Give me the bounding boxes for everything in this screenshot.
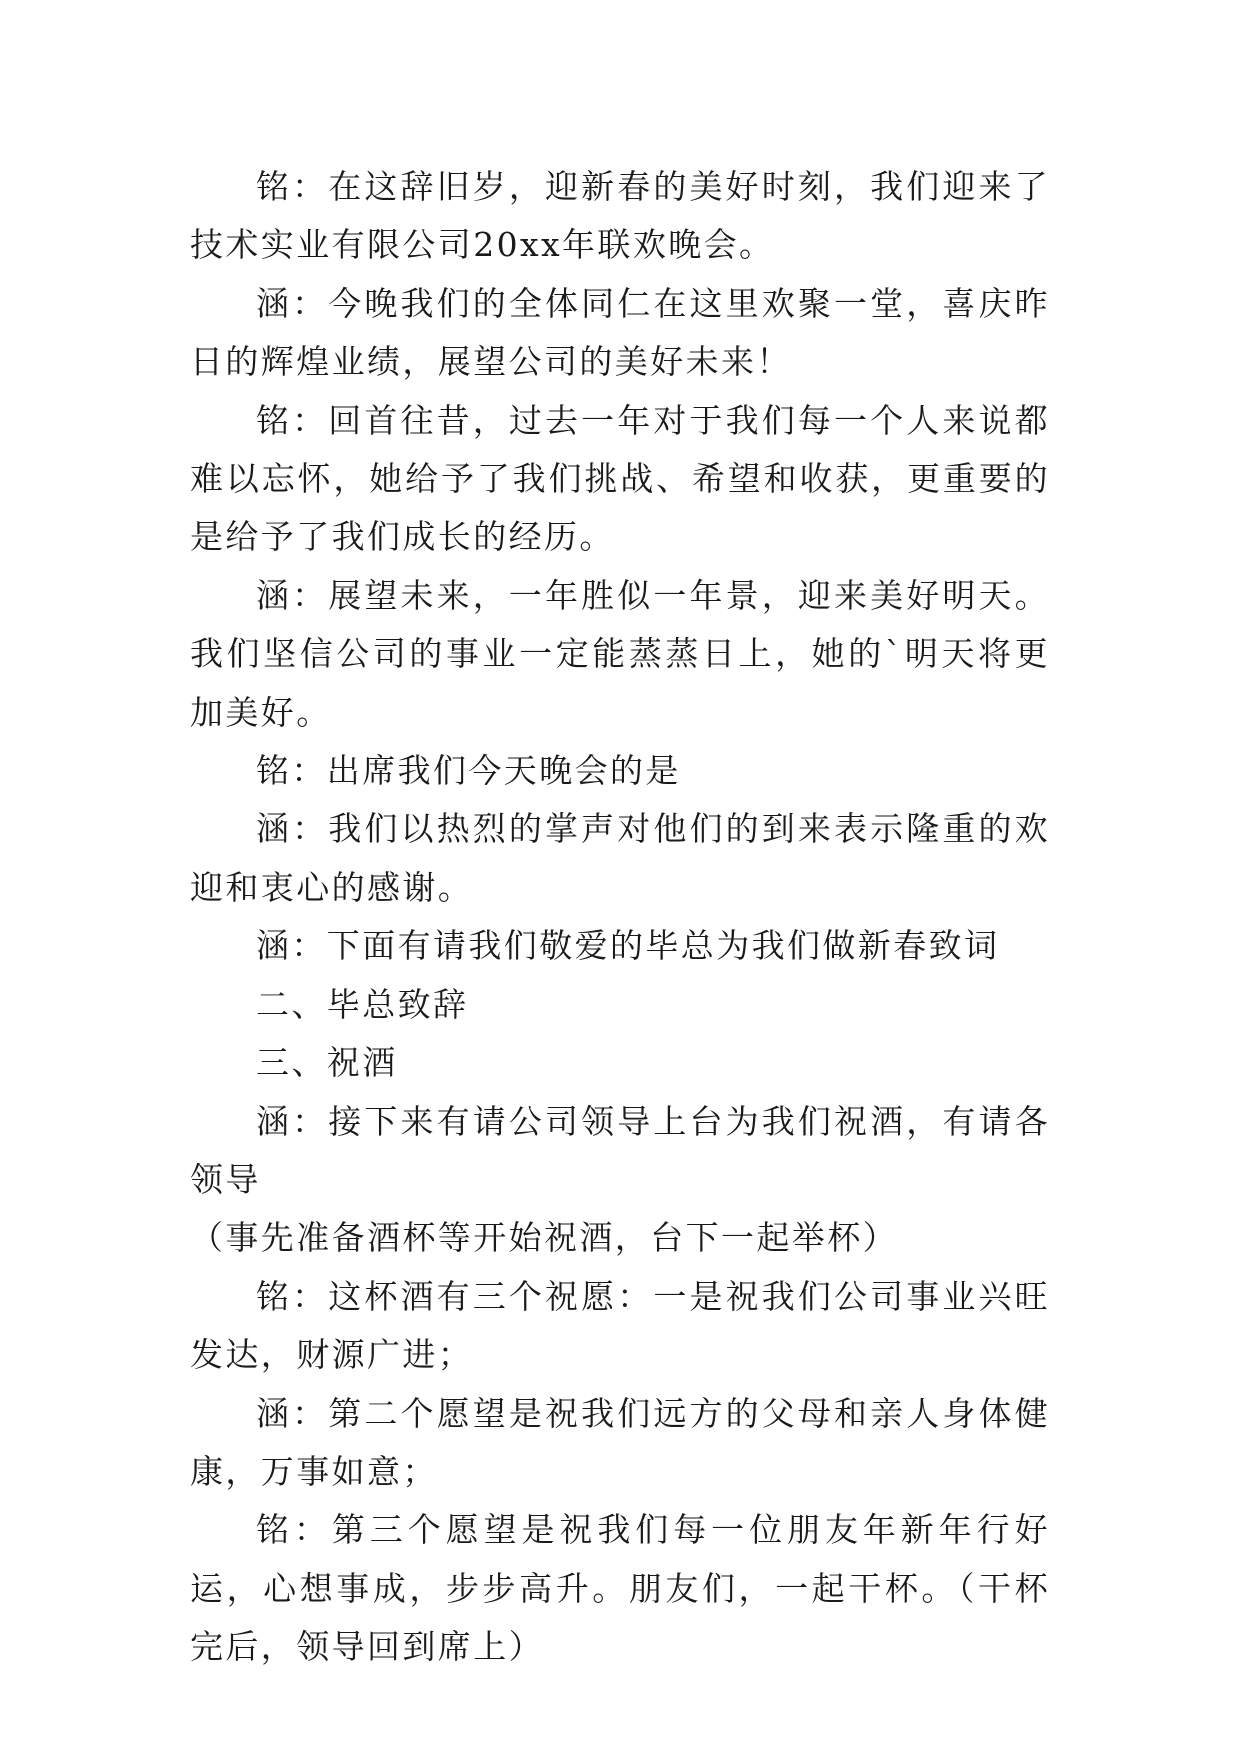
paragraph-10: 涵：接下来有请公司领导上台为我们祝酒，有请各领导 — [190, 1101, 1050, 1199]
paragraph-4: 涵：展望未来，一年胜似一年景，迎来美好明天。我们坚信公司的事业一定能蒸蒸日上，她的`明天将更加美好。 — [190, 575, 1050, 732]
paragraph-3: 铭：回首往昔，过去一年对于我们每一个人来说都难以忘怀，她给予了我们挑战、希望和收获，更重要的是给予了我们成长的经历。 — [190, 400, 1050, 557]
paragraph-13: 涵：第二个愿望是祝我们远方的父母和亲人身体健康，万事如意； — [190, 1393, 1050, 1491]
section-heading-speech: 二、毕总致辞 — [256, 984, 469, 1024]
paragraph-5: 铭：出席我们今天晚会的是 — [256, 751, 681, 791]
section-heading-toast: 三、祝酒 — [256, 1043, 398, 1083]
paragraph-12: 铭：这杯酒有三个祝愿：一是祝我们公司事业兴旺发达，财源广进； — [190, 1276, 1050, 1375]
document-body — [190, 158, 1050, 1677]
paragraph-2: 涵：今晚我们的全体同仁在这里欢聚一堂，喜庆昨日的辉煌业绩，展望公司的美好未来！ — [190, 283, 1050, 382]
paragraph-14: 铭：第三个愿望是祝我们每一位朋友年新年行好运，心想事成，步步高升。朋友们，一起干杯。（干杯完后，领导回到席上） — [190, 1510, 1050, 1667]
paragraph-7: 涵：下面有请我们敬爱的毕总为我们做新春致词 — [256, 926, 1000, 966]
paragraph-1: 铭：在这辞旧岁，迎新春的美好时刻，我们迎来了技术实业有限公司20xx年联欢晚会。 — [190, 167, 1050, 265]
paragraph-6: 涵：我们以热烈的掌声对他们的到来表示隆重的欢迎和衷心的感谢。 — [190, 809, 1050, 907]
stage-direction: （事先准备酒杯等开始祝酒，台下一起举杯） — [190, 1218, 898, 1258]
